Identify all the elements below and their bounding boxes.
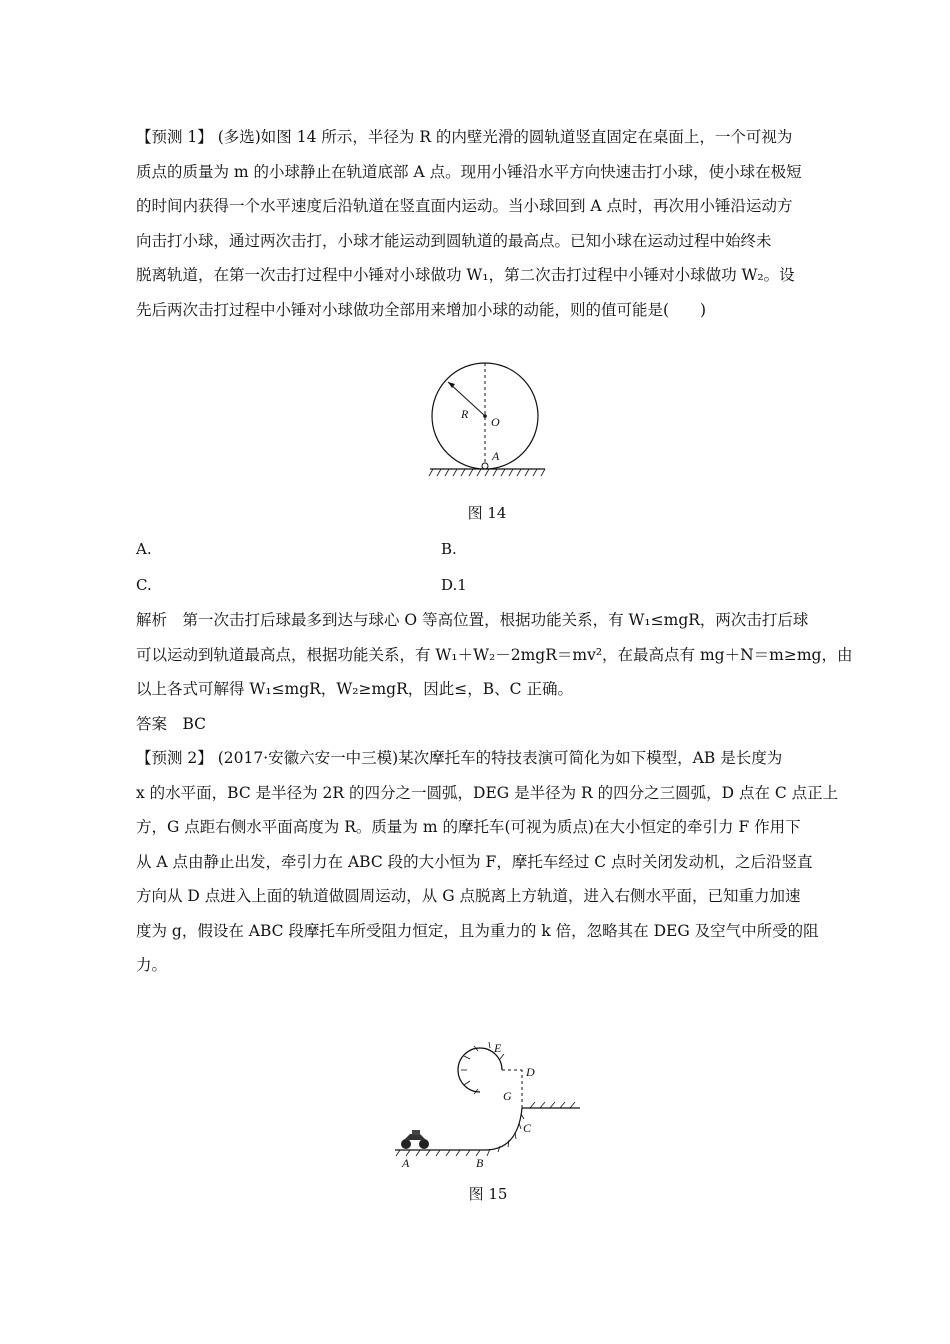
option-d: D.1 [441,576,467,594]
label-e: E [494,1041,502,1055]
solution-line: 解析 第一次击打后球最多到达与球心 O 等高位置，根据功能关系，有 W₁≤mgR，两次击打后球 [136,611,809,629]
question-1-line: 向击打小球，通过两次击打，小球才能运动到圆轨道的最高点。已知小球在运动过程中始终未 [136,231,772,250]
question-2-line: 【预测 2】 (2017·安徽六安一中三模)某次摩托车的特技表演可简化为如下模型，AB 是长度为 [136,749,783,767]
option-b: B. [441,540,457,558]
question-1-line: 【预测 1】 (多选)如图 14 所示，半径为 R 的内壁光滑的圆轨道竖直固定在桌面上，一个可视为 [136,128,793,146]
question-1-line: 质点的质量为 m 的小球静止在轨道底部 A 点。现用小锤沿水平方向快速击打小球，使小球在极短 [136,162,802,181]
answer-line: 答案 BC [136,714,207,733]
label-o: O [491,415,500,429]
figure-14-caption: 图 14 [467,504,507,522]
question-1-line: 脱离轨道，在第一次击打过程中小锤对小球做功 W₁，第二次击打过程中小锤对小球做功 W₂。设 [136,266,795,284]
label-b: B [476,1156,484,1170]
question-1-line: 先后两次击打过程中小锤对小球做功全部用来增加小球的动能，则的值可能是( ) [136,300,707,319]
track-abc [395,1108,522,1150]
question-2-line: 从 A 点由静止出发，牵引力在 ABC 段的大小恒为 F，摩托车经过 C 点时关闭发动机，之后沿竖直 [136,852,813,871]
question-2-line: 方，G 点距右侧水平面高度为 R。质量为 m 的摩托车(可视为质点)在大小恒定的牵引力 F 作用下 [136,818,801,836]
label-c: C [523,1121,532,1135]
solution-line: 以上各式可解得 W₁≤mgR，W₂≥mgR，因此≤，B、C 正确。 [136,680,573,698]
label-a: A [402,1156,410,1170]
label-d: D [526,1065,535,1079]
option-a: A. [136,540,152,558]
label-a: A [492,449,500,463]
question-2-text [136,741,839,983]
question-2-line: x 的水平面，BC 是半径为 2R 的四分之一圆弧，DEG 是半径为 R 的四分之三圆弧，D 点在 C 点正上 [136,783,839,802]
option-c: C. [136,576,152,594]
label-g: G [503,1089,512,1103]
ground-hatching [429,469,545,476]
question-2-line: 方向从 D 点进入上面的轨道做圆周运动，从 G 点脱离上方轨道，进入右侧水平面，已知重力加速 [136,887,801,905]
figure-15-caption: 图 15 [468,1185,508,1203]
figure-14-circular-track [425,360,550,482]
label-r: R [461,407,469,421]
question-2-line: 力。 [136,956,168,974]
solution-line: 可以运动到轨道最高点，根据功能关系，有 W₁＋W₂－2mgR＝mv²，在最高点有 mg＋N＝m≥mg，由 [136,645,853,664]
solution-text [136,603,853,741]
question-2-line: 度为 g，假设在 ABC 段摩托车所受阻力恒定，且为重力的 k 倍，忽略其在 DEG 及空气中所受的阻 [136,921,819,940]
question-1-line: 的时间内获得一个水平速度后沿轨道在竖直面内运动。当小球回到 A 点时，再次用小锤沿运动方 [136,197,793,215]
figure-15-motorcycle-track [390,1040,585,1175]
motorcycle-icon [401,1130,429,1149]
center-point [483,414,487,418]
ball-at-a [482,463,488,469]
question-1-text [136,120,836,327]
right-ground-hatching [530,1102,575,1108]
